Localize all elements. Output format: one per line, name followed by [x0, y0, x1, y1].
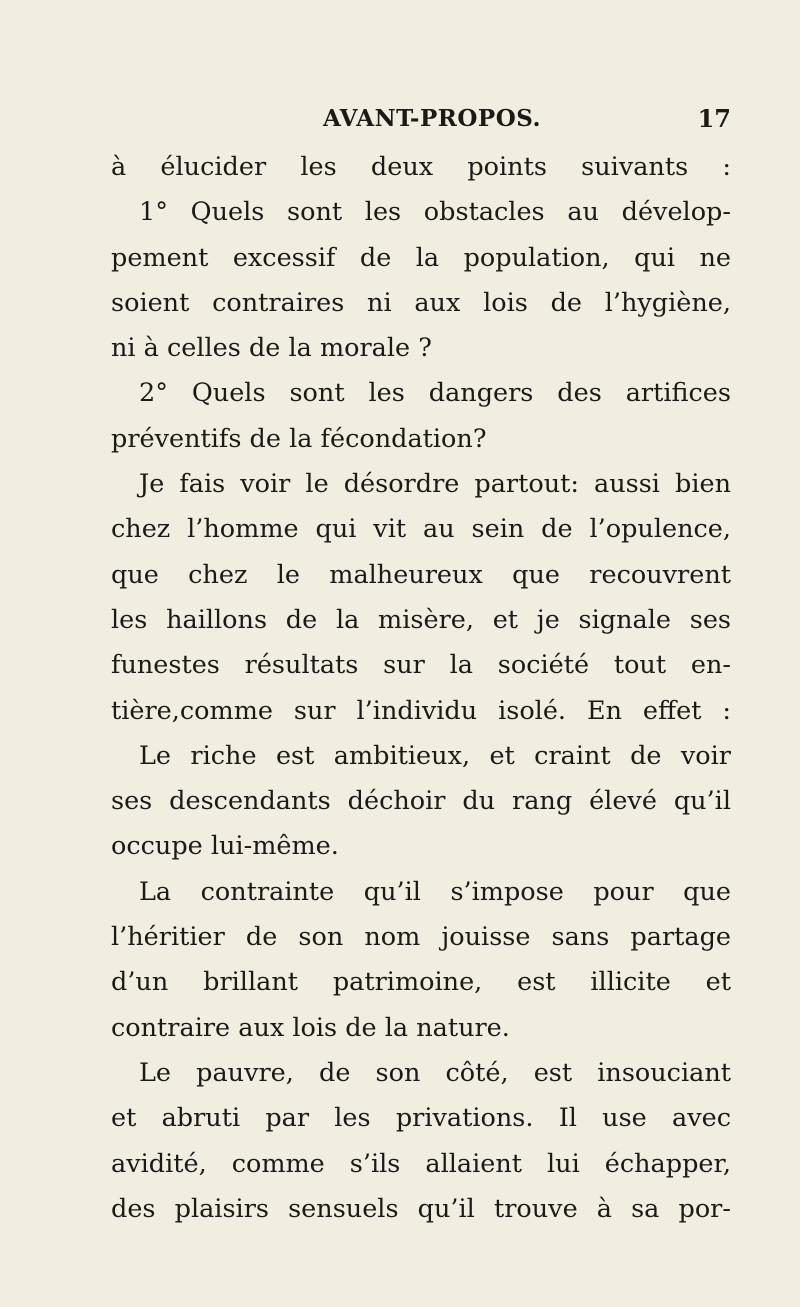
- text-line: funestes résultats sur la société tout en-: [111, 650, 731, 681]
- text-line: La contrainte qu’il s’impose pour que: [139, 876, 731, 907]
- text-line: 2° Quels sont les dangers des artifices: [139, 378, 731, 409]
- body-text: [111, 145, 731, 1232]
- text-line: chez l’homme qui vit au sein de l’opulence,: [111, 514, 731, 545]
- text-line: préventifs de la fécondation?: [111, 423, 487, 454]
- text-line: des plaisirs sensuels qu’il trouve à sa por-: [111, 1193, 731, 1224]
- text-line: ses descendants déchoir du rang élevé qu’il: [111, 786, 731, 817]
- page-number: 17: [697, 104, 731, 133]
- text-line: Le pauvre, de son côté, est insouciant: [139, 1057, 731, 1088]
- text-line: d’un brillant patrimoine, est illicite et: [111, 967, 731, 998]
- text-line: à élucider les deux points suivants :: [111, 152, 731, 182]
- running-title: AVANT-PROPOS.: [323, 105, 542, 132]
- text-line: Je fais voir le désordre partout: aussi bien: [139, 469, 731, 500]
- text-line: occupe lui-même.: [111, 831, 339, 862]
- text-line: que chez le malheureux que recouvrent: [111, 559, 731, 590]
- text-line: l’héritier de son nom jouisse sans partage: [111, 922, 731, 953]
- text-line: les haillons de la misère, et je signale ses: [111, 604, 731, 635]
- text-line: soient contraires ni aux lois de l’hygiène,: [111, 287, 731, 318]
- running-head: [111, 103, 731, 139]
- text-line: 1° Quels sont les obstacles au dévelop-: [139, 197, 731, 228]
- text-line: Le riche est ambitieux, et craint de voir: [139, 740, 731, 771]
- text-line: ni à celles de la morale ?: [111, 333, 432, 364]
- text-line: et abruti par les privations. Il use avec: [111, 1103, 731, 1134]
- text-line: contraire aux lois de la nature.: [111, 1012, 510, 1043]
- text-line: pement excessif de la population, qui ne: [111, 242, 731, 273]
- text-line: tière,comme sur l’individu isolé. En effet :: [111, 695, 731, 726]
- text-line: avidité, comme s’ils allaient lui échapper,: [111, 1148, 731, 1179]
